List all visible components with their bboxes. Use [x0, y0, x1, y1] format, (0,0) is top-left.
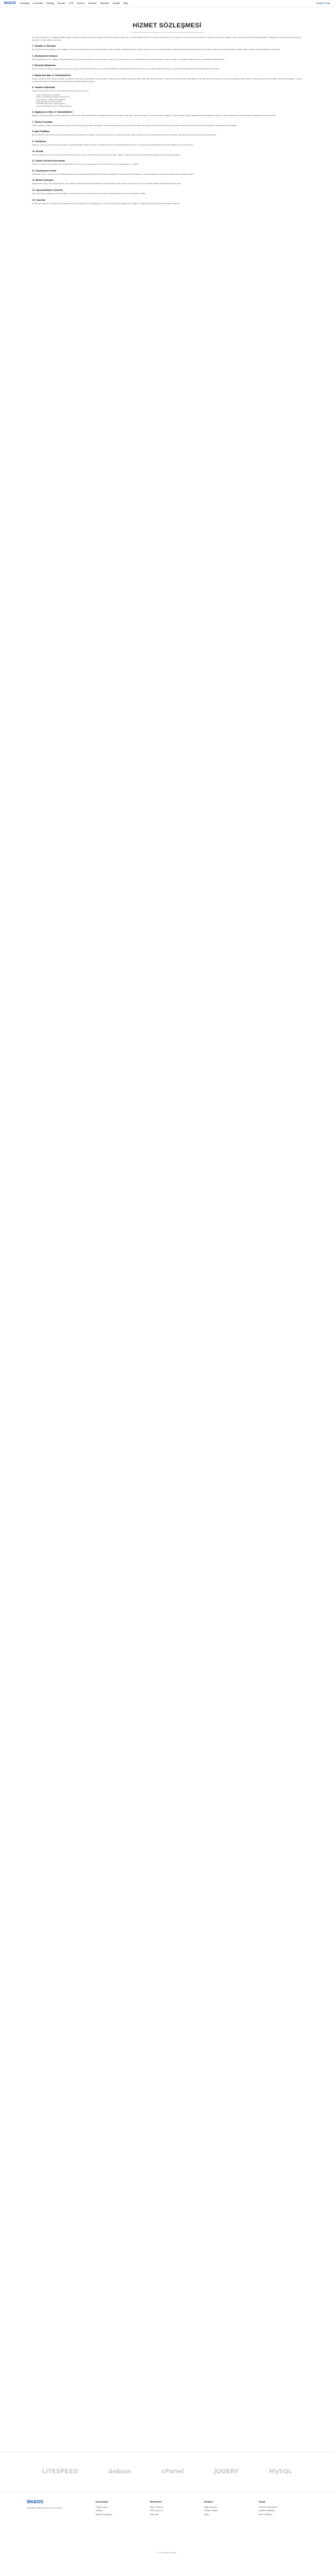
footer-link[interactable]: Blog: [204, 2513, 209, 2516]
section-heading: 10. Gizlilik: [32, 149, 43, 153]
top-navigation: [0, 0, 334, 7]
footer-column-title: Yasal: [258, 2500, 266, 2503]
list-item: Kimlik avı (phishing) sayfaları barındırılması: [36, 96, 70, 99]
section-paragraph: Sağlayıcı, sistem genelinde periyodik yedekleme yapmakla birlikte, Müşteri verilerinin yedeklenmesinden nihai olarak Müşteri sorumludur. Veri kayıplarından doğabilecek zararlardan Sağlayıcı sorumlu tutulamaz.: [32, 143, 194, 146]
list-item: Sunucu kaynaklarının aşırı ve kötüye kullanımı: [36, 105, 72, 107]
nav-item[interactable]: VPS: [69, 2, 74, 5]
footer-column: [150, 2500, 198, 2549]
intro-paragraph: İşbu Hizmet Sözleşmesi, aşağıda belirtilen taraflar arasında, sözleşme konusu hizmetlerin sunulmasına ilişkin karşılıklı hak ve yükümlülükleri belirlemek amacıyla düzenlenmiş olup, müşterinin sipariş formunu onaylaması ile birlikte yürürlüğe girer. Müşteri, hizmet satın alma işlemini tamamladığında bu sözleşmenin tüm hükümlerini okuduğunu, anladığını ve kabul ettiğini beyan eder.: [32, 37, 302, 41]
list-item: Virüs, trojan ve zararlı yazılım dağıtımı: [36, 98, 66, 101]
section-heading: 6. Sağlayıcının Hak ve Yükümlülükleri: [32, 111, 73, 114]
section-heading: 1. Taraflar ve Tanımlar: [32, 45, 56, 48]
section-heading: 12. Sözleşmenin Feshi: [32, 169, 57, 172]
brand-logo[interactable]: WebOS: [4, 1, 16, 5]
nav-item[interactable]: Domain: [57, 2, 66, 5]
footer-logo[interactable]: WebOS: [27, 2500, 43, 2505]
footer-link[interactable]: Destek Talebi: [204, 2509, 218, 2513]
section-paragraph: Sağlayıcı, hizmetin kesintisiz ve güvenli biçimde sunulması için makul teknik tedbirleri almakla yükümlüdür. Planlı bakım çalışmaları, mümkün olduğunca önceden duyurulur. Sağlayıcı, mücbir sebepler, altyapı sağlayıcılarından kaynaklanan arızalar ve Müşteri kaynaklı sorunlardan doğan kesintilerden sorumlu tutulamaz.: [32, 115, 277, 117]
copyright-text: © Tüm hakları saklıdır.: [157, 2551, 177, 2554]
section-paragraph: Taraflar, sözleşme süresince ve sonrasında birbirlerine ait ticari sırları ve kişisel verileri gizli tutmayı kabul eder. Sağlayıcı, yasal zorunluluklar dışında Müşteri bilgilerini üçüncü kişilerle paylaşmaz.: [32, 153, 181, 156]
section-heading: 5. Yasaklı Kullanımlar: [32, 86, 55, 89]
section-paragraph: Bu sözleşmede hizmet sağlayıcı firma 'Sağlayıcı', hizmeti satın alan gerçek veya tüzel kişi 'Müşteri' olarak anılacaktır. Sözleşmede geçen hosting, alan adı, sunucu ve benzeri terimler, sektörde kabul gören genel anlamları ile yorumlanır. Müşteri, kayıt esnasında vermiş olduğu bilgilerin doğru ve güncel olduğunu taahhüt eder.: [32, 49, 281, 51]
partner-logo: LITESPEED: [41, 2468, 78, 2475]
partner-logo: cPanel: [161, 2468, 184, 2475]
footer-link[interactable]: Gizlilik Politikası: [258, 2509, 275, 2513]
section-paragraph: Web hosting hizmetlerinde ilk 15 gün içerisinde koşulsuz iade hakkı bulunmaktadır. Alan adı tescil, transfer ve yenileme işlemleri, lisans ücretleri ve kurulum bedelleri iade kapsamı dışındadır. İade talepleri destek sistemi üzerinden iletilmelidir.: [32, 134, 217, 137]
section-heading: 3. Hizmetin Başlaması: [32, 64, 56, 67]
partner-logo: MySQL: [269, 2468, 293, 2475]
footer-link[interactable]: Alan Adı: [150, 2513, 159, 2516]
section-heading: 14. Uyuşmazlıkların Çözümü: [32, 188, 63, 192]
section-paragraph: Taraflardan her biri, sözleşmeyi yazılı bildirimde bulunmak kaydıyla feshedebilir. Müşteri'nin sözleşme hükümlerini ihlal etmesi halinde Sağlayıcı, sözleşmeyi derhal ve tazminatsız olarak feshetme hakkına sahiptir.: [32, 173, 194, 176]
nav-item[interactable]: Hosting: [46, 2, 54, 5]
footer-column-title: Kurumsal: [96, 2500, 108, 2503]
footer-brand: [27, 2500, 90, 2549]
section-heading: 7. Ödeme Koşulları: [32, 120, 53, 123]
section-heading: 9. Yedekleme: [32, 139, 47, 143]
section-heading: 8. İade Politikası: [32, 130, 50, 133]
footer-link[interactable]: Web Hosting: [150, 2506, 163, 2509]
footer-link[interactable]: Bilgi Bankası: [204, 2506, 218, 2509]
footer-link[interactable]: İletişim: [96, 2509, 103, 2513]
main-menu: [20, 2, 128, 5]
footer-column-title: Destek: [204, 2500, 213, 2503]
footer-column: [204, 2500, 253, 2549]
section-heading: 15. Yürürlük: [32, 198, 45, 202]
list-item: Yasa dışı bahis ve kumar içerikleri: [36, 100, 63, 103]
nav-item[interactable]: Kurumsal: [33, 2, 43, 5]
section-heading: 11. Kişisel Verilerin Korunması: [32, 159, 65, 163]
section-heading: 13. Mücbir Sebepler: [32, 179, 54, 182]
nav-item[interactable]: Sunucu: [77, 2, 85, 5]
page-title: HİZMET SÖZLEŞMESİ: [132, 22, 202, 29]
partner-logo: debian: [108, 2468, 132, 2475]
agreement-content: [0, 37, 334, 2439]
section-paragraph: Müşteri, kendisine tahsis edilen kaynakları yürürlükteki mevzuata, genel ahlaka ve üçüncü kişilerin haklarına aykırı şekilde kullanmayacağını kabul eder. Spam gönderimi, zararlı yazılım barındırılması, telif haklarını ihlal eden içerik yayınlanması ve sunucu kaynaklarının aşırı kullanımı kesinlikle yasaktır. Bu kuralların ihlali halinde Sağlayıcı, hizmeti önceden bildirimde bulunmaksızın askıya alma veya sonlandırma hakkına sahiptir.: [32, 77, 302, 83]
section-paragraph: İşbu sözleşmeden doğabilecek uyuşmazlıkların çözümünde Türkiye Cumhuriyeti kanunları uygulanır; İstanbul Mahkemeleri ve İcra Daireleri yetkilidir.: [32, 192, 146, 195]
footer-column: [259, 2500, 307, 2549]
partner-logo: jQUERY: [214, 2468, 239, 2475]
section-heading: 2. Sözleşmenin Konusu: [32, 54, 58, 57]
section-paragraph: Müşteri'ye ait kişisel veriler, 6698 sayılı Kişisel Verilerin Korunması Kanunu kapsamında, yalnızca hizmetin ifası amacıyla işlenir ve saklanır.: [32, 164, 139, 166]
footer-link[interactable]: Banka Hesapları: [96, 2513, 113, 2516]
client-login-link[interactable]: Müşteri Girişi: [316, 2, 330, 5]
footer-link[interactable]: Hizmet Sözleşmesi: [258, 2506, 278, 2509]
site-footer: [0, 2491, 334, 2549]
nav-item[interactable]: Ekstralar: [100, 2, 110, 5]
footer-link[interactable]: VPS Sunucu: [150, 2509, 163, 2513]
nav-item[interactable]: Destek: [112, 2, 120, 5]
section-paragraph: Aşağıda sayılan kullanımlar, hizmetin derhal askıya alınmasına sebep olur:: [32, 90, 90, 93]
footer-tagline: Güvenilir hosting ve sunucu çözümleri: [27, 2507, 63, 2509]
footer-link[interactable]: İade Politikası: [258, 2513, 273, 2516]
title-divider: [130, 32, 204, 33]
section-paragraph: İşbu sözleşmenin konusu, Sağlayıcı tarafından Müşteri'ye sunulan web barındırma, alan adı tescili, sanal sunucu, fiziksel sunucu ve bunlarla ilişkili ek hizmetlerin kapsamını, kullanım şartlarını ve tarafların karşılıklı hak ve yükümlülüklerini düzenlemektir.: [32, 58, 225, 61]
section-paragraph: Hizmet bedelleri, sipariş esnasında belirtilen ödeme dönemine göre peşin olarak tahsil edilir. Yenileme tarihinde ödemesi yapılmayan hizmetler askıya alınır; askı süresi içinde ödeme yapılmaması halinde hizmet silinir ve veriler kurtarılamaz. Fiyatlara KDV dahil değildir.: [32, 124, 237, 127]
prohibited-list: [36, 94, 302, 107]
footer-column-title: Hizmetler: [150, 2500, 162, 2503]
partner-logos: [0, 2451, 334, 2491]
list-item: Telif hakkı ihlali içeren dosya paylaşımı: [36, 103, 66, 105]
footer-column: [96, 2500, 144, 2549]
list-item: Toplu e-posta (spam) gönderimi: [36, 93, 61, 96]
nav-item[interactable]: Blog: [123, 2, 128, 5]
section-paragraph: Doğal afetler, savaş, terör, salgın hastalık, genel elektrik ve iletişim kesintileri gibi tarafların kontrolü dışındaki olaylar mücbir sebep sayılır ve bu süre zarfında tarafların yükümlülükleri askıya alınır.: [32, 183, 182, 186]
footer-link[interactable]: Hakkımızda: [96, 2506, 108, 2509]
nav-item[interactable]: Reseller: [88, 2, 97, 5]
section-heading: 4. Müşterinin Hak ve Yükümlülükleri: [32, 73, 71, 77]
section-paragraph: Hizmet, ödemenin Sağlayıcı hesaplarına ulaşması ve sipariş kontrolünün tamamlanmasının ardından başlatılır. Kurulum bilgileri, Müşteri'nin kayıtlı e-posta adresine gönderilir. Müşteri, gönderilen erişim bilgilerinin güvenliğinden bizzat sorumludur.: [32, 68, 220, 71]
section-paragraph: Bu sözleşme, Müşteri'nin sipariş formunu elektronik ortamda onaylaması ile yürürlüğe girer ve hizmet süresince geçerliliğini korur. Sağlayıcı, sözleşme hükümlerini güncelleme hakkını saklı tutar.: [32, 202, 180, 205]
nav-item[interactable]: Anasayfa: [19, 2, 30, 5]
